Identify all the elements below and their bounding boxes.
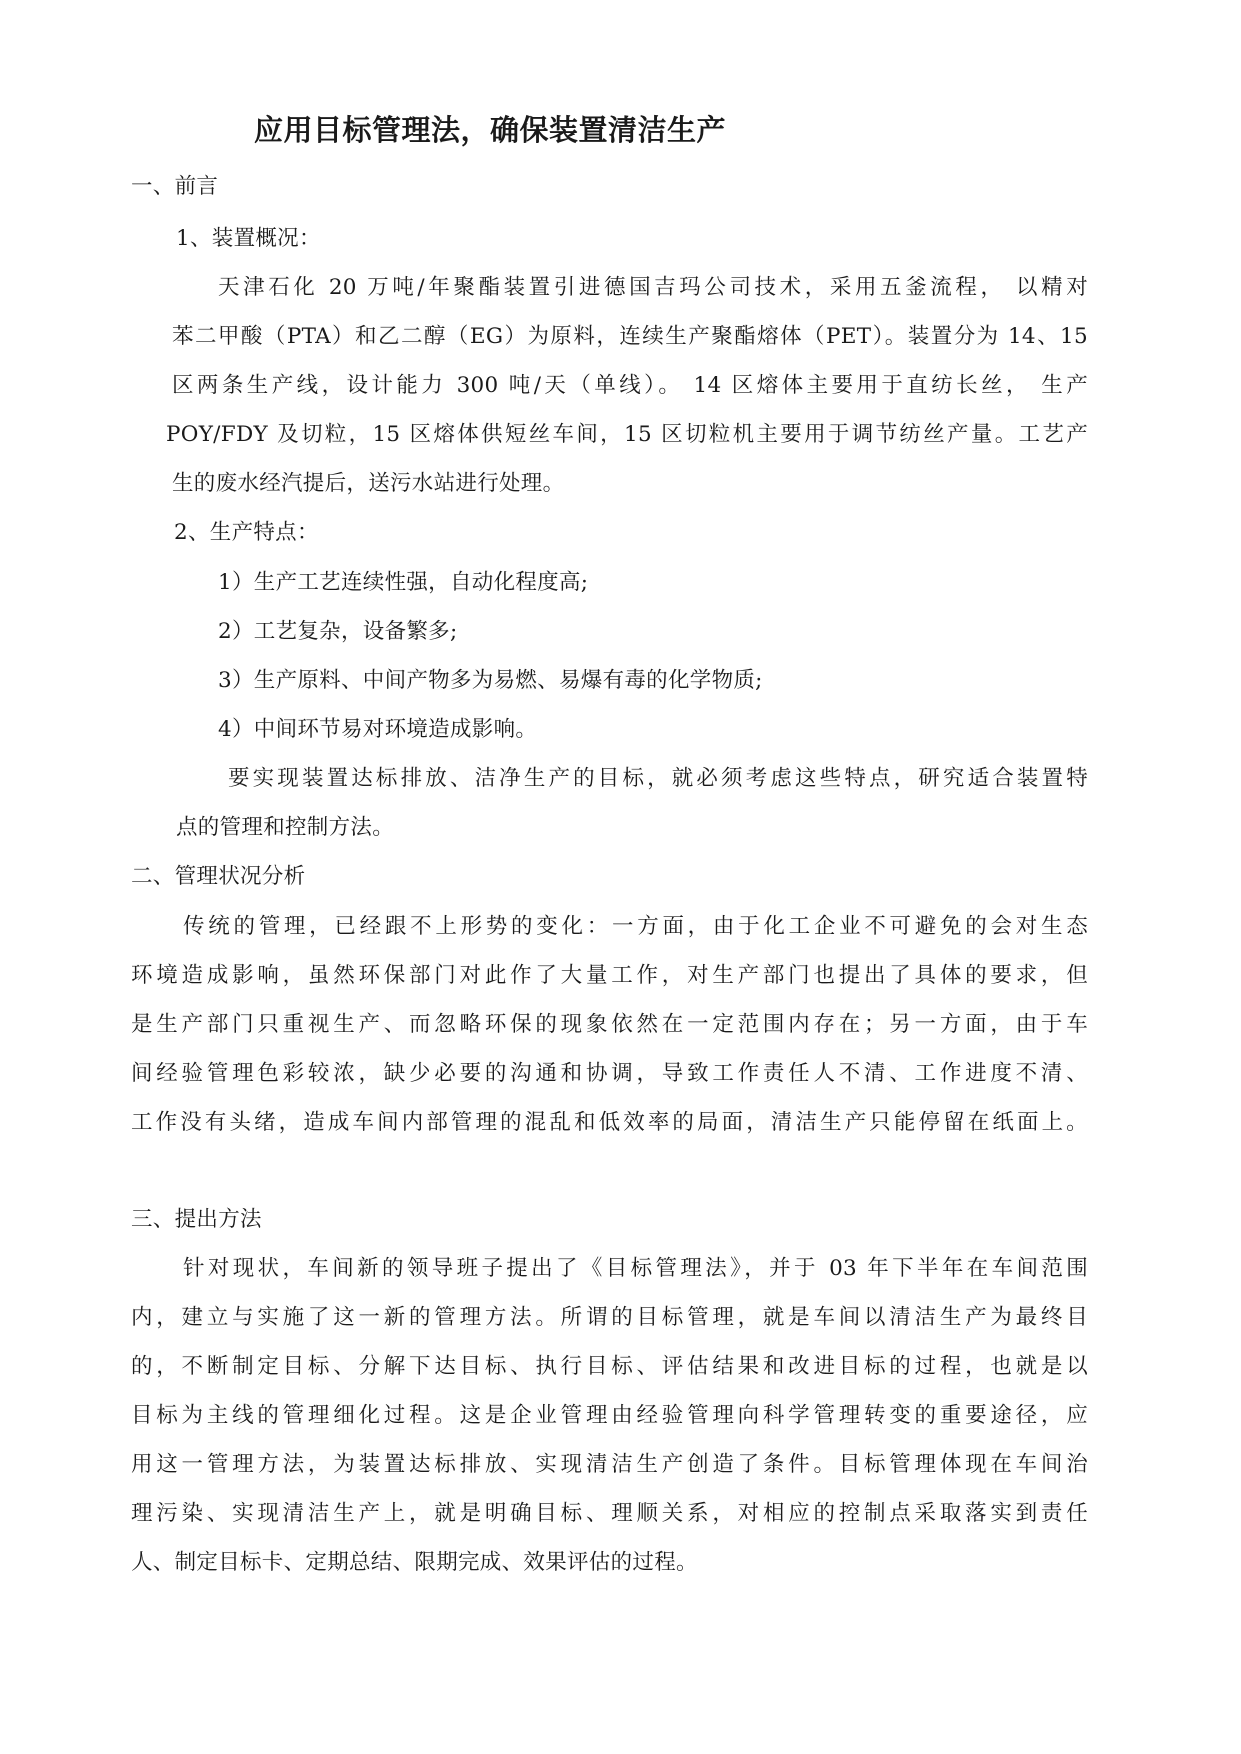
paragraph-line: 环境造成影响，虽然环保部门对此作了大量工作，对生产部门也提出了具体的要求，但 (131, 963, 1088, 988)
paragraph-line: 工作没有头绪，造成车间内部管理的混乱和低效率的局面，清洁生产只能停留在纸面上。 (131, 1110, 1088, 1135)
paragraph-line: 区两条生产线，设计能力 300 吨/天（单线）。 14 区熔体主要用于直纺长丝， 生产 (172, 373, 1088, 398)
list-item: 3）生产原料、中间产物多为易燃、易爆有毒的化学物质; (218, 668, 763, 693)
paragraph-line: 人、制定目标卡、定期总结、限期完成、效果评估的过程。 (131, 1550, 698, 1575)
paragraph-line: POY/FDY 及切粒，15 区熔体供短丝车间，15 区切粒机主要用于调节纺丝产量。工艺产 (166, 422, 1088, 447)
subsection-heading: 2、生产特点： (174, 520, 319, 545)
paragraph-line: 天津石化 20 万吨/年聚酯装置引进德国吉玛公司技术，采用五釜流程， 以精对 (218, 275, 1088, 300)
paragraph-line: 要实现装置达标排放、洁净生产的目标，就必须考虑这些特点，研究适合装置特 (228, 766, 1088, 791)
paragraph-line: 理污染、实现清洁生产上，就是明确目标、理顺关系，对相应的控制点采取落实到责任 (131, 1501, 1088, 1526)
paragraph-line: 点的管理和控制方法。 (176, 815, 395, 840)
paragraph-line: 间经验管理色彩较浓，缺少必要的沟通和协调，导致工作责任人不清、工作进度不清、 (131, 1061, 1088, 1086)
list-item: 4）中间环节易对环境造成影响。 (218, 717, 538, 742)
paragraph-line: 生的废水经汽提后，送污水站进行处理。 (172, 471, 565, 496)
paragraph-line: 苯二甲酸（PTA）和乙二醇（EG）为原料，连续生产聚酯熔体（PET）。装置分为 14、15 (172, 324, 1088, 349)
section-heading: 二、管理状况分析 (131, 864, 306, 889)
paragraph-line: 传统的管理，已经跟不上形势的变化：一方面，由于化工企业不可避免的会对生态 (183, 914, 1088, 939)
section-heading: 一、前言 (131, 174, 219, 199)
paragraph-line: 是生产部门只重视生产、而忽略环保的现象依然在一定范围内存在；另一方面，由于车 (131, 1012, 1088, 1037)
paragraph-line: 针对现状，车间新的领导班子提出了《目标管理法》，并于 03 年下半年在车间范围 (183, 1256, 1088, 1281)
list-item: 1）生产工艺连续性强，自动化程度高; (218, 570, 589, 595)
paragraph-line: 内，建立与实施了这一新的管理方法。所谓的目标管理，就是车间以清洁生产为最终目 (131, 1305, 1088, 1330)
subsection-heading: 1、装置概况： (176, 226, 321, 251)
document-title: 应用目标管理法，确保装置清洁生产 (254, 113, 727, 147)
paragraph-line: 目标为主线的管理细化过程。这是企业管理由经验管理向科学管理转变的重要途径，应 (131, 1403, 1088, 1428)
paragraph-line: 用这一管理方法，为装置达标排放、实现清洁生产创造了条件。目标管理体现在车间治 (131, 1452, 1088, 1477)
section-heading: 三、提出方法 (131, 1207, 262, 1232)
paragraph-line: 的，不断制定目标、分解下达目标、执行目标、评估结果和改进目标的过程，也就是以 (131, 1354, 1088, 1379)
list-item: 2）工艺复杂，设备繁多; (218, 619, 458, 644)
